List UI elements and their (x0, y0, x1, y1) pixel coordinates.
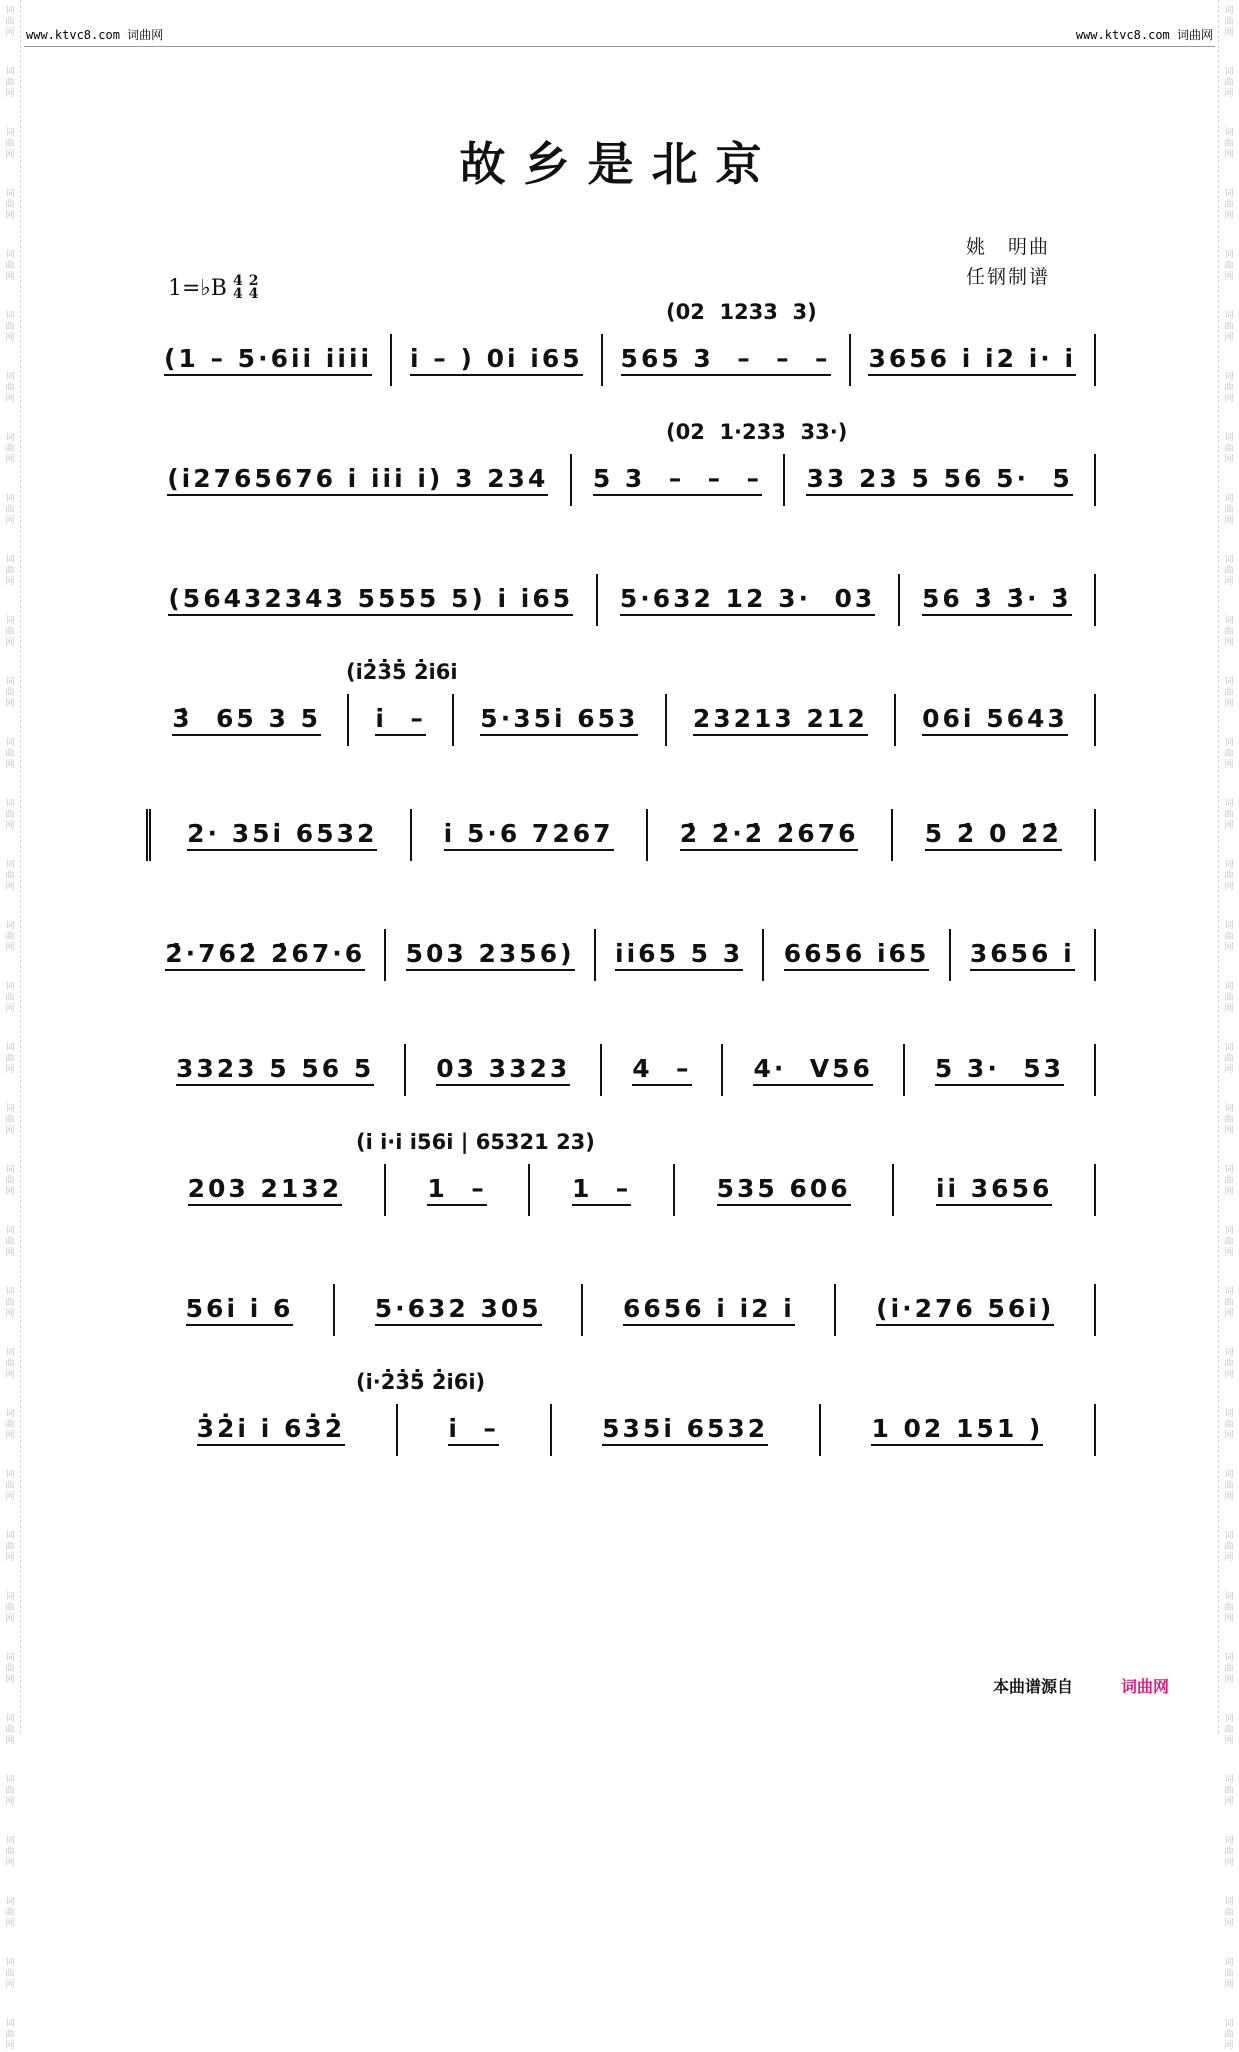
header-url-left[interactable]: www.ktvc8.com 词曲网 (26, 28, 164, 42)
staff-line (146, 1406, 1096, 1456)
measure-notes: 5·35i̇ 653 (480, 704, 638, 736)
measure (530, 1164, 675, 1216)
score-system (146, 895, 1096, 981)
measure-notes: 4 – (632, 1054, 691, 1086)
measure-notes: 3̇2̇i̇ i̇ 63̇2̇ (197, 1414, 346, 1446)
measure (821, 1404, 1096, 1456)
top-rule (24, 46, 1215, 47)
side-watermark-text: 词曲网 (5, 982, 15, 1014)
measure-notes: 4· V56 (753, 1054, 872, 1086)
staff-line (146, 1286, 1096, 1336)
side-watermark-text: 词曲网 (5, 311, 15, 343)
measure (412, 809, 648, 861)
ornament-annotation: (i̇2̇3̇5̇ 2̇i̇6i̇ (346, 660, 458, 684)
staff-line (146, 576, 1096, 626)
side-watermark-text: 词曲网 (5, 1226, 15, 1258)
measure-notes: 3323 5 56 5 (176, 1054, 374, 1086)
measure (406, 1044, 602, 1096)
measure (851, 334, 1096, 386)
side-watermark-text: 词曲网 (5, 1836, 15, 1868)
side-watermark-text: 词曲网 (5, 1592, 15, 1624)
side-watermark-text: 词曲网 (1224, 1714, 1234, 1746)
measure (349, 694, 454, 746)
side-watermark-text: 词曲网 (5, 372, 15, 404)
side-watermark-text: 词曲网 (1224, 372, 1234, 404)
side-watermark-text: 词曲网 (1224, 616, 1234, 648)
side-watermark-text: 词曲网 (1224, 677, 1234, 709)
key-label: 1=♭B (168, 275, 227, 301)
time-signature-1-top: 4 (232, 273, 243, 289)
staff-line (146, 1166, 1096, 1216)
time-signature-2-top: 2 (248, 273, 259, 289)
measure (896, 694, 1096, 746)
measure (146, 1284, 335, 1336)
measure (146, 809, 412, 861)
score-system (146, 420, 1096, 506)
side-watermark-text: 词曲网 (5, 860, 15, 892)
side-watermark-text: 词曲网 (5, 1714, 15, 1746)
side-watermark-text: 词曲网 (5, 677, 15, 709)
side-watermark-text: 词曲网 (1224, 1104, 1234, 1136)
measure-notes: 2· 35i̇ 6532 (187, 819, 377, 851)
measure-notes: 503 2356) (406, 939, 575, 971)
measure (146, 929, 386, 981)
measure (398, 1404, 552, 1456)
measure (146, 1164, 386, 1216)
side-watermark-text: 词曲网 (1224, 921, 1234, 953)
ornament-annotation: (i̇ i̇·i̇ i̇56i̇ | 65321 23) (356, 1130, 595, 1154)
score-system (146, 775, 1096, 861)
side-watermark-text: 词曲网 (1224, 738, 1234, 770)
footer (993, 1674, 1169, 1697)
measure (146, 454, 572, 506)
score-system (146, 300, 1096, 386)
measure-notes: 565 3 – – – (621, 344, 831, 376)
measure (667, 694, 896, 746)
measure (648, 809, 893, 861)
measure-notes: 1 02 151 ) (871, 1414, 1043, 1446)
score-system (146, 540, 1096, 626)
side-watermark-text: 词曲网 (5, 2019, 15, 2051)
staff-line (146, 696, 1096, 746)
side-watermark-text: 词曲网 (1224, 1836, 1234, 1868)
ornament-annotation: (02 1233 3) (666, 300, 817, 324)
measure (146, 574, 598, 626)
measure-notes: 23213 212 (693, 704, 868, 736)
measure-notes: i̇i̇65 5 3 (615, 939, 743, 971)
side-watermark-text: 词曲网 (1224, 1592, 1234, 1624)
measure-notes: 3656 i̇ (970, 939, 1075, 971)
measure (146, 334, 392, 386)
header-url-right[interactable]: www.ktvc8.com 词曲网 (1075, 28, 1213, 42)
side-watermark-text: 词曲网 (1224, 1775, 1234, 1807)
measure-notes: 6656 i̇65 (784, 939, 930, 971)
side-watermark-text: 词曲网 (1224, 6, 1234, 38)
measure-notes: 535i̇ 6532 (602, 1414, 768, 1446)
measure (785, 454, 1096, 506)
measure (146, 1044, 406, 1096)
measure-notes: 6656 i̇ i̇2 i̇ (623, 1294, 795, 1326)
side-watermark-text: 词曲网 (5, 1104, 15, 1136)
side-watermark-text: 词曲网 (5, 738, 15, 770)
staff-line (146, 336, 1096, 386)
measure (900, 574, 1096, 626)
measure-notes: 33 23 5 56 5· 5 (806, 464, 1072, 496)
side-watermark-text: 词曲网 (1224, 1348, 1234, 1380)
side-watermark-text: 词曲网 (5, 799, 15, 831)
time-signature-1-bottom: 4 (232, 286, 243, 302)
measure (572, 454, 786, 506)
side-watermark-text: 词曲网 (1224, 1531, 1234, 1563)
measure-notes: i̇ – (448, 1414, 498, 1446)
measure-notes: 5·632 305 (375, 1294, 542, 1326)
measure (552, 1404, 821, 1456)
side-watermark-text: 词曲网 (1224, 1226, 1234, 1258)
side-watermark-text: 词曲网 (1224, 860, 1234, 892)
measure (598, 574, 900, 626)
measure (386, 929, 595, 981)
score-system (146, 660, 1096, 746)
measure-notes: 2̇·762̇ 2̇67·6 (165, 939, 365, 971)
side-watermark-text: 词曲网 (1224, 433, 1234, 465)
measure-notes: (i̇2765676 i̇ i̇i̇i̇ i̇) 3 234 (167, 464, 548, 496)
measure-notes: (1 – 5·6i̇i̇ i̇i̇i̇i̇ (164, 344, 372, 376)
side-watermark-text: 词曲网 (5, 555, 15, 587)
key-signature (168, 275, 258, 301)
measure (454, 694, 667, 746)
measure-notes: i̇ – (375, 704, 425, 736)
side-watermark-text: 词曲网 (5, 189, 15, 221)
measure (603, 334, 851, 386)
measure-notes: i̇ – ) 0i̇ i̇65 (410, 344, 583, 376)
side-watermark-text: 词曲网 (5, 494, 15, 526)
measure-notes: i̇ 5·6 7267 (444, 819, 614, 851)
side-watermark-text: 词曲网 (5, 1531, 15, 1563)
measure-notes: 5 3 – – – (593, 464, 762, 496)
side-watermark-text: 词曲网 (5, 433, 15, 465)
side-watermark-text: 词曲网 (5, 1470, 15, 1502)
side-watermark-text: 词曲网 (1224, 1470, 1234, 1502)
time-signature-2 (249, 275, 259, 301)
side-watermark-text: 词曲网 (1224, 2019, 1234, 2051)
side-watermark-text: 词曲网 (1224, 311, 1234, 343)
measure-notes: 1 – (572, 1174, 631, 1206)
measure-notes: 1 – (427, 1174, 486, 1206)
side-watermark-text: 词曲网 (5, 1043, 15, 1075)
measure (675, 1164, 894, 1216)
side-watermark-text: 词曲网 (1224, 250, 1234, 282)
ornament-annotation: (02 1·233 33·) (666, 420, 848, 444)
measure-notes: 203 2132 (188, 1174, 342, 1206)
measure (893, 809, 1096, 861)
measure-notes: 5 3· 53 (935, 1054, 1064, 1086)
measure-notes: 3656 i̇ i̇2 i̇· i̇ (868, 344, 1076, 376)
measure (583, 1284, 836, 1336)
measure-notes: 03 3323 (436, 1054, 570, 1086)
staff-line (146, 931, 1096, 981)
score-title: 故乡是北京 (459, 137, 780, 191)
staff-line (146, 1046, 1096, 1096)
side-watermark-text: 词曲网 (5, 921, 15, 953)
measure (723, 1044, 904, 1096)
side-watermark-text: 词曲网 (5, 1348, 15, 1380)
measure-notes: 2̇ 2̇·2̇ 2̇676 (680, 819, 859, 851)
measure-notes: 5·632 12 3· 03 (620, 584, 875, 616)
right-watermark-strip (1218, 0, 1239, 2051)
composer-credit: 姚 明曲 (966, 236, 1051, 258)
measure-notes: 5 2̇ 0 2̇2̇ (925, 819, 1062, 851)
side-watermark-text: 词曲网 (1224, 1409, 1234, 1441)
measure-notes: 535 606 (717, 1174, 851, 1206)
staff-line (146, 811, 1096, 861)
side-watermark-text: 词曲网 (5, 6, 15, 38)
side-watermark-text: 词曲网 (1224, 189, 1234, 221)
measure (764, 929, 950, 981)
side-watermark-text: 词曲网 (5, 67, 15, 99)
side-watermark-text: 词曲网 (5, 1897, 15, 1929)
left-watermark-strip (0, 0, 21, 2051)
measure (335, 1284, 583, 1336)
side-watermark-text: 词曲网 (5, 616, 15, 648)
side-watermark-text: 词曲网 (1224, 982, 1234, 1014)
measure (146, 694, 349, 746)
side-watermark-text: 词曲网 (1224, 67, 1234, 99)
credits (966, 232, 1050, 292)
measure-notes: 3̇ 65 3 5 (172, 704, 321, 736)
footer-brand-link[interactable]: 词曲网 (1120, 1677, 1169, 1696)
side-watermark-text: 词曲网 (5, 1165, 15, 1197)
score-system (146, 1370, 1096, 1456)
side-watermark-text: 词曲网 (1224, 1653, 1234, 1685)
measure (905, 1044, 1096, 1096)
side-watermark-text: 词曲网 (1224, 555, 1234, 587)
side-watermark-text: 词曲网 (5, 1287, 15, 1319)
measure-notes: i̇i̇ 3656 (936, 1174, 1052, 1206)
measure (392, 334, 603, 386)
source-label: 本曲谱源自 (992, 1677, 1073, 1696)
score-system (146, 1250, 1096, 1336)
measure (836, 1284, 1096, 1336)
side-watermark-text: 词曲网 (5, 1775, 15, 1807)
ornament-annotation: (i̇·2̇3̇5̇ 2̇i̇6i̇) (356, 1370, 486, 1394)
time-signature-2-bottom: 4 (248, 286, 259, 302)
side-watermark-text: 词曲网 (1224, 1165, 1234, 1197)
side-watermark-text: 词曲网 (1224, 1958, 1234, 1990)
measure-notes: (i̇·276 56i̇) (876, 1294, 1054, 1326)
side-watermark-text: 词曲网 (1224, 1287, 1234, 1319)
measure (894, 1164, 1096, 1216)
side-watermark-text: 词曲网 (1224, 1897, 1234, 1929)
side-watermark-text: 词曲网 (5, 1409, 15, 1441)
measure (146, 1404, 398, 1456)
side-watermark-text: 词曲网 (5, 250, 15, 282)
staff-line (146, 456, 1096, 506)
transcriber-credit: 任钢制谱 (966, 266, 1051, 288)
measure-notes: (56432343 5555 5) i̇ i̇65 (168, 584, 573, 616)
side-watermark-text: 词曲网 (5, 1958, 15, 1990)
side-watermark-text: 词曲网 (5, 1653, 15, 1685)
side-watermark-text: 词曲网 (5, 128, 15, 160)
measure-notes: 56i̇ i̇ 6 (186, 1294, 294, 1326)
score-system (146, 1010, 1096, 1096)
measure (602, 1044, 723, 1096)
measure (951, 929, 1096, 981)
measure (596, 929, 765, 981)
side-watermark-text: 词曲网 (1224, 494, 1234, 526)
measure (386, 1164, 531, 1216)
measure-notes: 06i̇ 5643 (922, 704, 1068, 736)
side-watermark-text: 词曲网 (1224, 799, 1234, 831)
side-watermark-text: 词曲网 (1224, 128, 1234, 160)
score-system (146, 1130, 1096, 1216)
side-watermark-text: 词曲网 (1224, 1043, 1234, 1075)
measure-notes: 56 3̇ 3̇· 3̇ (922, 584, 1072, 616)
time-signature-1 (233, 275, 243, 301)
